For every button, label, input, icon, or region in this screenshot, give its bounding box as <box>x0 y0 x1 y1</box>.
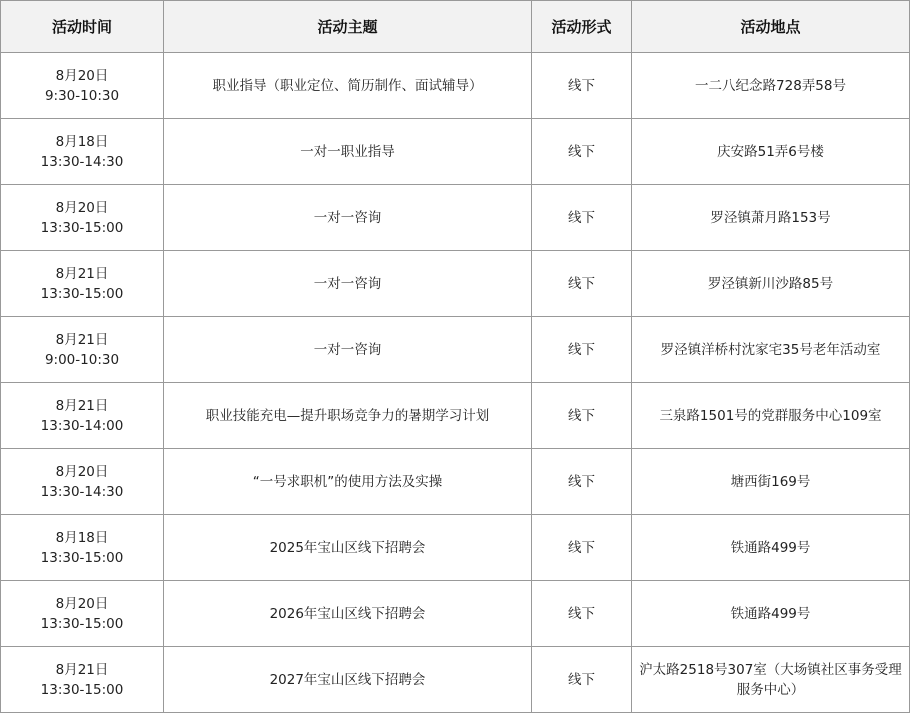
form-cell: 线下 <box>532 251 632 317</box>
form-cell: 线下 <box>532 449 632 515</box>
form-cell: 线下 <box>532 53 632 119</box>
date-text: 8月18日 <box>55 529 109 546</box>
topic-cell: “一号求职机”的使用方法及实操 <box>164 449 532 515</box>
place-cell: 一二八纪念路728弄58号 <box>632 53 910 119</box>
topic-cell: 一对一咨询 <box>164 317 532 383</box>
header-time: 活动时间 <box>1 1 164 53</box>
table-header-row <box>1 1 910 53</box>
time-cell <box>1 53 164 119</box>
place-cell: 塘西街169号 <box>632 449 910 515</box>
time-cell <box>1 119 164 185</box>
time-cell <box>1 317 164 383</box>
date-text: 8月20日 <box>55 67 109 84</box>
form-cell: 线下 <box>532 515 632 581</box>
topic-cell: 2026年宝山区线下招聘会 <box>164 581 532 647</box>
topic-cell: 职业指导（职业定位、简历制作、面试辅导） <box>164 53 532 119</box>
time-text: 13:30-15:00 <box>40 549 124 566</box>
time-cell <box>1 515 164 581</box>
place-cell: 铁通路499号 <box>632 581 910 647</box>
date-text: 8月21日 <box>55 397 109 414</box>
time-cell <box>1 449 164 515</box>
table-row <box>1 119 910 185</box>
header-topic: 活动主题 <box>164 1 532 53</box>
table-row <box>1 383 910 449</box>
time-cell <box>1 383 164 449</box>
time-cell <box>1 185 164 251</box>
form-cell: 线下 <box>532 383 632 449</box>
place-cell: 三泉路1501号的党群服务中心109室 <box>632 383 910 449</box>
table-row <box>1 53 910 119</box>
table-row <box>1 449 910 515</box>
form-cell: 线下 <box>532 119 632 185</box>
table-row <box>1 515 910 581</box>
place-cell: 沪太路2518号307室（大场镇社区事务受理服务中心） <box>632 647 910 713</box>
date-text: 8月18日 <box>55 133 109 150</box>
topic-cell: 一对一职业指导 <box>164 119 532 185</box>
date-text: 8月21日 <box>55 265 109 282</box>
place-cell: 铁通路499号 <box>632 515 910 581</box>
time-text: 13:30-15:00 <box>40 285 124 302</box>
form-cell: 线下 <box>532 581 632 647</box>
table-row <box>1 647 910 713</box>
topic-cell: 一对一咨询 <box>164 185 532 251</box>
topic-cell: 职业技能充电—提升职场竞争力的暑期学习计划 <box>164 383 532 449</box>
header-form: 活动形式 <box>532 1 632 53</box>
time-cell <box>1 581 164 647</box>
table-row <box>1 251 910 317</box>
table-row <box>1 581 910 647</box>
time-text: 13:30-15:00 <box>40 219 124 236</box>
table-row <box>1 317 910 383</box>
place-cell: 罗泾镇洋桥村沈家宅35号老年活动室 <box>632 317 910 383</box>
time-text: 9:00-10:30 <box>44 351 120 368</box>
topic-cell: 2025年宝山区线下招聘会 <box>164 515 532 581</box>
place-cell: 罗泾镇新川沙路85号 <box>632 251 910 317</box>
form-cell: 线下 <box>532 185 632 251</box>
table-row <box>1 185 910 251</box>
form-cell: 线下 <box>532 317 632 383</box>
time-text: 13:30-14:00 <box>40 417 124 434</box>
date-text: 8月21日 <box>55 661 109 678</box>
date-text: 8月20日 <box>55 199 109 216</box>
header-place: 活动地点 <box>632 1 910 53</box>
place-cell: 罗泾镇萧月路153号 <box>632 185 910 251</box>
time-text: 13:30-15:00 <box>40 615 124 632</box>
form-cell: 线下 <box>532 647 632 713</box>
time-text: 9:30-10:30 <box>44 87 120 104</box>
time-text: 13:30-14:30 <box>40 483 124 500</box>
topic-cell: 2027年宝山区线下招聘会 <box>164 647 532 713</box>
date-text: 8月21日 <box>55 331 109 348</box>
time-cell <box>1 647 164 713</box>
time-cell <box>1 251 164 317</box>
place-cell: 庆安路51弄6号楼 <box>632 119 910 185</box>
date-text: 8月20日 <box>55 595 109 612</box>
date-text: 8月20日 <box>55 463 109 480</box>
time-text: 13:30-15:00 <box>40 681 124 698</box>
time-text: 13:30-14:30 <box>40 153 124 170</box>
topic-cell: 一对一咨询 <box>164 251 532 317</box>
